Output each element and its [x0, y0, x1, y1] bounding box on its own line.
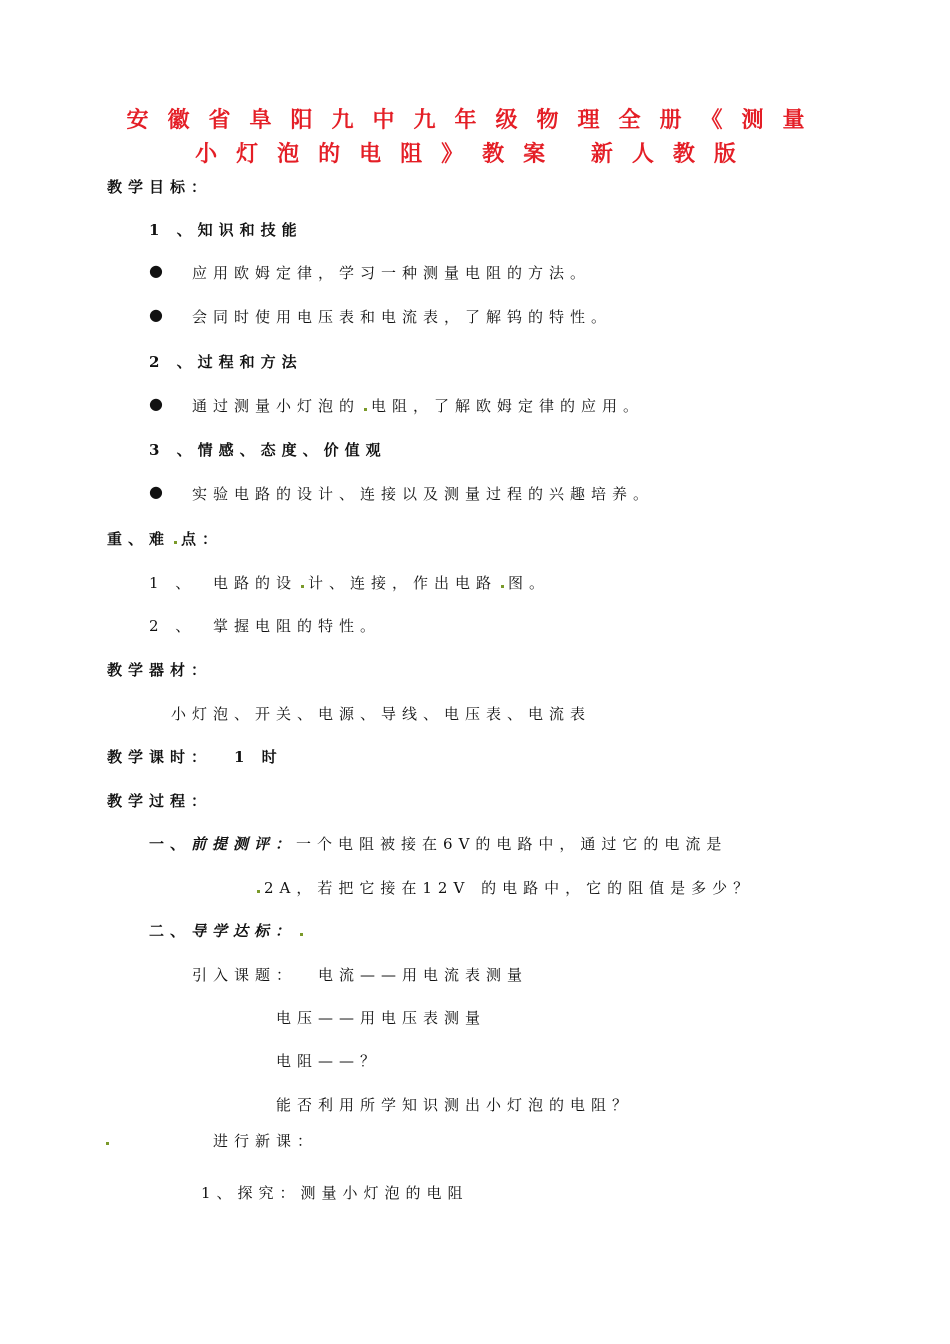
hours-value: 1 时	[234, 748, 283, 766]
hours-heading: 教学课时：	[107, 748, 213, 766]
stray-dot-icon	[501, 585, 504, 588]
intro-label: 引入课题：	[192, 966, 298, 984]
explore-heading: 1、探究：测量小灯泡的电阻	[201, 1184, 469, 1202]
part-1-label: 前提测评：	[191, 835, 297, 853]
stray-dot-icon	[257, 890, 260, 893]
bullet-icon: ●	[149, 482, 163, 501]
process-heading: 教学过程：	[107, 792, 213, 810]
objective-item-1: 应用欧姆定律，学习一种测量电阻的方法。	[192, 264, 592, 282]
intro-line-2: 电压——用电压表测量	[276, 1009, 487, 1027]
key-point-1-part-c: 图。	[508, 574, 551, 592]
bullet-icon: ●	[149, 394, 163, 413]
materials-list: 小灯泡、开关、电源、导线、电压表、电流表	[171, 705, 592, 723]
bullet-icon: ●	[149, 261, 163, 280]
key-point-1-part-a: 电路的设	[213, 574, 298, 592]
stray-dot-icon	[301, 585, 304, 588]
key-point-1-number: 1 、	[149, 574, 197, 592]
objectives-heading: 教学目标：	[107, 178, 213, 196]
key-point-2: 掌握电阻的特性。	[213, 617, 382, 635]
stray-dot-icon	[174, 541, 177, 544]
objective-item-4: 实验电路的设计、连接以及测量过程的兴趣培养。	[192, 485, 655, 503]
part-1-text: 一个电阻被接在6V的电路中，通过它的电流是	[296, 835, 728, 853]
objective-item-3-part-a: 通过测量小灯泡的	[192, 397, 361, 415]
key-point-1-part-b: 计、连接，作出电路	[308, 574, 498, 592]
materials-heading: 教学器材：	[107, 661, 213, 679]
document-title-line-1: 安徽省阜阳九中九年级物理全册《测量	[126, 108, 824, 133]
key-points-heading-part-a: 重、难	[107, 530, 171, 548]
objective-item-3	[192, 395, 644, 416]
key-points-heading	[107, 528, 223, 549]
stray-dot-icon	[300, 933, 303, 936]
section-1-heading: 1 、知识和技能	[149, 221, 303, 239]
intro-line-4: 能否利用所学知识测出小灯泡的电阻？	[276, 1096, 634, 1114]
stray-dot-icon	[106, 1142, 109, 1145]
part-1-continuation-text: 2A，若把它接在12V 的电路中，它的阻值是多少？	[264, 879, 755, 897]
objective-item-2: 会同时使用电压表和电流表，了解钨的特性。	[192, 308, 613, 326]
key-point-1	[213, 572, 550, 593]
part-2-number: 二、	[149, 922, 192, 940]
intro-line-3: 电阻——？	[276, 1052, 382, 1070]
part-1-line	[149, 833, 727, 854]
document-title-line-2: 小灯泡的电阻》教案 新人教版	[195, 142, 755, 167]
part-2-line	[149, 920, 307, 941]
key-points-heading-part-b: 点：	[181, 530, 224, 548]
intro-line-1: 电流——用电流表测量	[318, 966, 529, 984]
objective-item-3-part-b: 电阻，了解欧姆定律的应用。	[371, 397, 645, 415]
bullet-icon: ●	[149, 305, 163, 324]
stray-dot-icon	[364, 408, 367, 411]
part-2-label: 导学达标：	[191, 922, 297, 940]
part-1-continuation	[253, 877, 754, 898]
section-2-heading: 2 、过程和方法	[149, 353, 303, 371]
part-1-number: 一、	[149, 835, 192, 853]
section-3-heading: 3 、情感、态度、价值观	[149, 441, 387, 459]
key-point-2-number: 2 、	[149, 617, 197, 635]
new-lesson-label: 进行新课：	[213, 1132, 319, 1150]
